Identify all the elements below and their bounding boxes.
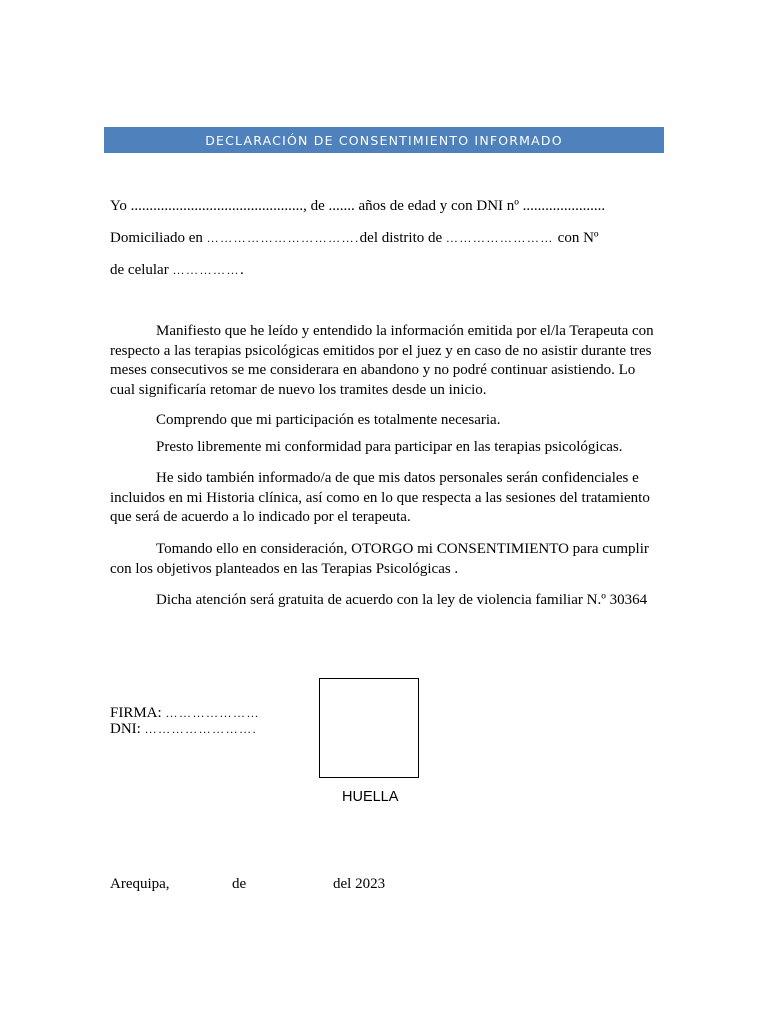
fingerprint-label: HUELLA	[342, 789, 399, 805]
firma-line	[110, 705, 260, 721]
document-title: DECLARACIÓN DE CONSENTIMIENTO INFORMADO	[205, 132, 563, 148]
fingerprint-box	[319, 678, 419, 778]
address-dots: …………………………….	[206, 231, 360, 245]
paragraph-law: Dicha atención será gratuita de acuerdo con la ley de violencia familiar N.º 30364	[156, 592, 648, 608]
dni-dots: …………………….	[144, 722, 258, 736]
firma-dots: …………………	[165, 706, 260, 720]
firma-label: FIRMA:	[110, 705, 166, 721]
date-year: del 2023	[333, 876, 386, 892]
document-title-bar	[104, 127, 664, 153]
phone-period: .	[239, 262, 244, 278]
paragraph-conformity: Presto libremente mi conformidad para participar en las terapias psicológicas.	[156, 439, 623, 455]
district-dots: ……………………	[445, 231, 554, 245]
paragraph-privacy: He sido también informado/a de que mis datos personales serán confidenciales e incluidos en mi Historia clínica, así como en lo que respecta a las sesiones del tratamiento que será de acuerdo a lo indicado por el terapeuta.	[110, 470, 650, 525]
paragraph-consent: Tomando ello en consideración, OTORGO mi CONSENTIMIENTO para cumplir con los objetivos planteados en las Terapias Psicológicas .	[110, 541, 649, 577]
phone-label: de celular	[110, 262, 173, 278]
number-label: con Nº	[553, 230, 599, 246]
paragraph-participation: Comprendo que mi participación es totalmente necesaria.	[156, 412, 501, 428]
identity-name-text: Yo .............................................., de ....... años de edad y con DNI nº ......................	[110, 198, 606, 214]
identity-line-phone	[110, 261, 244, 280]
identity-line-address	[110, 229, 599, 248]
paragraph-manifest: Manifiesto que he leído y entendido la información emitida por el/la Terapeuta con respecto a las terapias psicológicas emitidos por el juez y en caso de no asistir durante tres meses consecutivos se me considerara en abandono y no podré continuar asistiendo. Lo cual significaría retomar de nuevo los tramites desde un inicio.	[110, 323, 654, 398]
date-de: de	[232, 876, 247, 892]
address-label: Domiciliado en	[110, 230, 207, 246]
identity-line-name	[110, 197, 605, 216]
phone-dots: ……………	[172, 263, 240, 277]
dni-line	[110, 721, 260, 737]
date-city: Arequipa,	[110, 876, 170, 892]
signature-block	[110, 705, 260, 737]
district-label: del distrito de	[359, 230, 446, 246]
dni-label: DNI:	[110, 721, 145, 737]
